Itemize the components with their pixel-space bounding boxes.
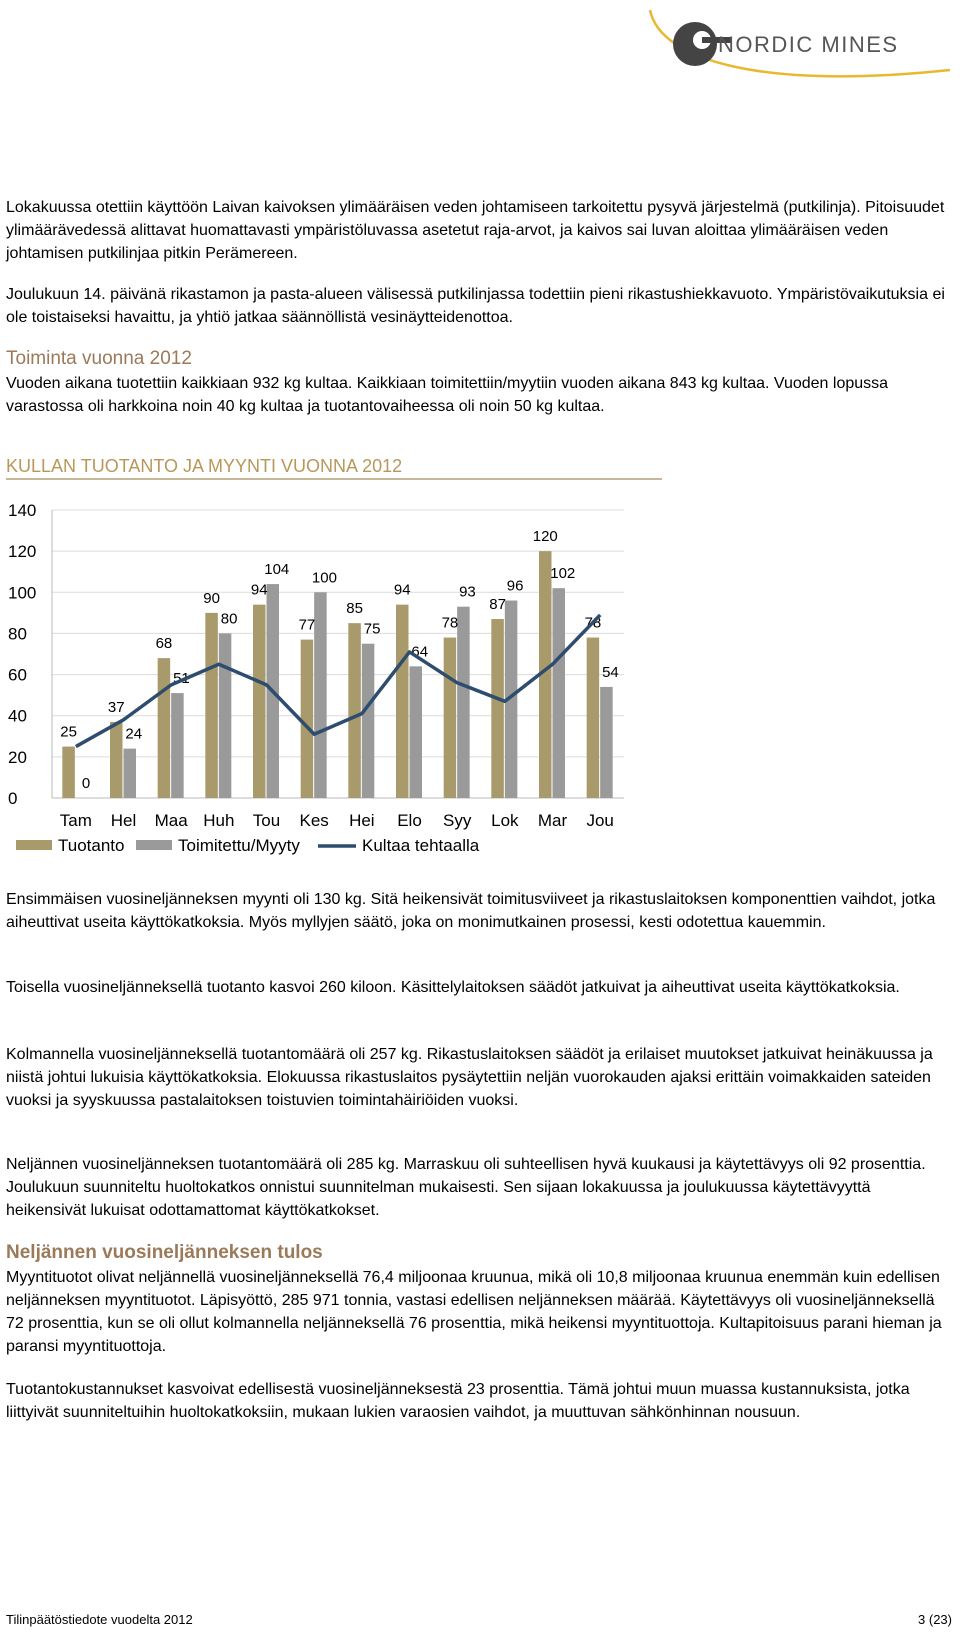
bar-tuotanto [62, 747, 74, 798]
line-kultaa-tehtaalla [76, 615, 600, 747]
bar-tuotanto [491, 619, 504, 798]
data-label-tuotanto: 68 [155, 635, 173, 653]
bar-tuotanto [396, 605, 409, 798]
footer-page-number: 3 (23) [918, 1612, 952, 1627]
bar-toimitettu [124, 749, 137, 798]
x-tick-label: Syy [442, 811, 472, 830]
q2-paragraph: Toisella vuosineljänneksellä tuotanto kasvoi 260 kiloon. Käsittelylaitoksen säädöt jatkuivat ja aiheuttivat useita käyttökatkoksia. [6, 979, 900, 996]
data-label-tuotanto: 94 [393, 581, 411, 599]
intro-paragraph-2: Joulukuun 14. päivänä rikastamon ja pasta-alueen välisessä putkilinjassa todettiin pieni rikastushiekkavuoto. Ympäristövaikutuksia ei ole toistaiseksi havaittu, ja yhtiö jatkaa säännöllistä vesinäytteidenottoa. [6, 286, 945, 326]
bar-tuotanto [158, 658, 171, 798]
x-tick-label: Tam [59, 811, 92, 830]
data-label-tuotanto: 77 [298, 616, 316, 634]
data-label-toimitettu: 54 [602, 663, 619, 681]
bar-tuotanto [587, 638, 600, 798]
x-tick-label: Hel [110, 811, 137, 830]
bar-tuotanto [205, 613, 218, 798]
data-label-toimitettu: 80 [220, 610, 238, 628]
data-label-tuotanto: 85 [346, 600, 363, 618]
q3-paragraph: Kolmannella vuosineljänneksellä tuotantomäärä oli 257 kg. Rikastuslaitoksen säädöt ja erilaiset muutokset jatkuivat heinäkuussa ja niistä johtui lukuisia käyttökatkoksia. Elokuussa rikastuslaitos pysäytettiin neljän vuorokauden ajaksi erittäin voimakkaiden sateiden vuoksi ja syyskuussa pastalaitoksen toistuvien toimintahäiriöiden vuoksi. [6, 1046, 933, 1109]
y-tick-label: 60 [8, 665, 27, 685]
bar-tuotanto [444, 638, 457, 798]
data-label-tuotanto: 94 [250, 581, 268, 599]
y-tick-label: 100 [8, 583, 37, 603]
legend-swatch-toimitettu [136, 840, 172, 850]
q4-paragraph: Neljännen vuosineljänneksen tuotantomäärä oli 285 kg. Marraskuu oli suhteellisen hyvä kuukausi ja käytettävyys oli 92 prosenttia. Joulukuun suunniteltu huoltokatkos onnistui suunnitelman mukaisesti. Sen sijaan lokakuussa ja joulukuussa käytettävyyttä heikensivät lukuisat odottamattomat käyttökatkokset. [6, 1156, 926, 1219]
data-label-tuotanto: 78 [584, 614, 602, 632]
y-tick-label: 80 [8, 624, 27, 644]
data-label-toimitettu: 104 [264, 561, 290, 579]
bar-toimitettu [219, 633, 232, 798]
section-2012-paragraph: Vuoden aikana tuotettiin kaikkiaan 932 kg kultaa. Kaikkiaan toimitettiin/myytiin vuoden aikana 843 kg kultaa. Vuoden lopussa varastossa oli harkkoina noin 40 kg kultaa ja tuotantovaiheessa oli noin 50 kg kultaa. [6, 375, 889, 415]
bar-tuotanto [253, 605, 266, 798]
chart-title-rule [6, 478, 662, 480]
q4-results-paragraph-2: Tuotantokustannukset kasvoivat edellisestä vuosineljänneksestä 23 prosenttia. Tämä johtui muun muassa kustannuksista, jotka liittyivät suunniteltuihin huoltokatkoksiin, mukaan lukien varaosien vaihdot, ja muuttuvan sähkönhinnan nousuun. [6, 1381, 910, 1421]
y-tick-label: 20 [8, 747, 27, 767]
data-label-tuotanto: 25 [60, 723, 77, 741]
x-tick-label: Maa [154, 811, 188, 830]
logo-text: NORDIC MINES [718, 32, 899, 57]
footer-document-title: Tilinpäätöstiedote vuodelta 2012 [6, 1612, 193, 1627]
legend-swatch-tuotanto [16, 840, 52, 850]
bar-tuotanto [110, 722, 123, 798]
x-tick-label: Elo [397, 811, 422, 830]
x-tick-label: Tou [252, 811, 281, 830]
legend-label-kultaa: Kultaa tehtaalla [362, 836, 480, 855]
x-tick-label: Mar [537, 811, 568, 830]
intro-paragraph-1: Lokakuussa otettiin käyttöön Laivan kaivoksen ylimääräisen veden johtamiseen tarkoitettu pysyvä järjestelmä (putkilinja). Pitoisuudet ylimäärävedessä alittavat huomattavasti ympäristöluvassa asetetut raja-arvot, ja kaivos sai luvan aloittaa ylimääräisen veden johtamisen putkilinjaa pitkin Perämereen. [6, 199, 945, 262]
legend-label-tuotanto: Tuotanto [58, 836, 125, 855]
data-label-tuotanto: 90 [203, 589, 220, 607]
data-label-tuotanto: 78 [441, 614, 459, 632]
bar-toimitettu [600, 687, 613, 798]
x-tick-label: Huh [203, 811, 235, 830]
y-tick-label: 120 [8, 542, 37, 562]
section-heading-2012: Toiminta vuonna 2012 [6, 348, 192, 369]
y-tick-label: 40 [8, 706, 27, 726]
data-label-toimitettu: 100 [311, 569, 337, 587]
gold-production-chart [0, 484, 680, 904]
chart-title: KULLAN TUOTANTO JA MYYNTI VUONNA 2012 [6, 456, 403, 476]
q4-results-paragraph-1: Myyntituotot olivat neljännellä vuosineljänneksellä 76,4 miljoonaa kruunua, mikä oli 10,8 miljoonaa kruunua enemmän kuin edellisen neljänneksen myyntituotot. Läpisyöttö, 285 971 tonnia, vastasi edellisen neljänneksen määrää. Käytettävyys oli vuosineljänneksellä 72 prosenttia, kun se oli ollut kolmannella neljänneksellä 76 prosenttia, mikä heikensi myyntituottoja. Kultapitoisuus parani hieman ja paransi myyntituottoja. [6, 1269, 942, 1355]
section-heading-q4: Neljännen vuosineljänneksen tulos [6, 1242, 323, 1263]
data-label-toimitettu: 93 [459, 583, 476, 601]
bar-toimitettu [457, 607, 470, 798]
data-label-toimitettu: 24 [125, 725, 143, 743]
x-tick-label: Kes [299, 811, 329, 830]
data-label-toimitettu: 75 [363, 620, 381, 638]
bar-toimitettu [553, 588, 566, 798]
data-label-toimitettu: 96 [506, 577, 524, 595]
x-tick-label: Hei [349, 811, 375, 830]
bar-toimitettu [314, 592, 327, 798]
bar-tuotanto [348, 623, 361, 798]
y-tick-label: 0 [8, 789, 18, 808]
data-label-tuotanto: 87 [489, 596, 506, 614]
bar-toimitettu [171, 693, 184, 798]
data-label-tuotanto: 37 [107, 698, 125, 716]
x-tick-label: Jou [586, 811, 614, 830]
data-label-toimitettu: 51 [173, 670, 190, 688]
bar-toimitettu [362, 644, 375, 798]
legend-label-toimitettu: Toimitettu/Myyty [178, 836, 300, 855]
nordic-mines-logo [640, 0, 960, 110]
y-tick-label: 140 [8, 501, 37, 520]
data-label-toimitettu: 102 [550, 565, 576, 583]
x-tick-label: Lok [491, 811, 519, 830]
bar-tuotanto [301, 640, 314, 798]
data-label-toimitettu: 64 [411, 643, 429, 661]
q1-paragraph: Ensimmäisen vuosineljänneksen myynti oli 130 kg. Sitä heikensivät toimitusviiveet ja rikastuslaitoksen komponenttien vaihdot, jotka aiheuttivat useita käyttökatkoksia. Myös myllyjen säätö, joka on monimutkainen prosessi, kesti odotettua kauemmin. [6, 891, 936, 931]
data-label-tuotanto: 120 [532, 528, 558, 546]
bar-toimitettu [410, 666, 423, 798]
data-label-toimitettu: 0 [81, 775, 91, 792]
